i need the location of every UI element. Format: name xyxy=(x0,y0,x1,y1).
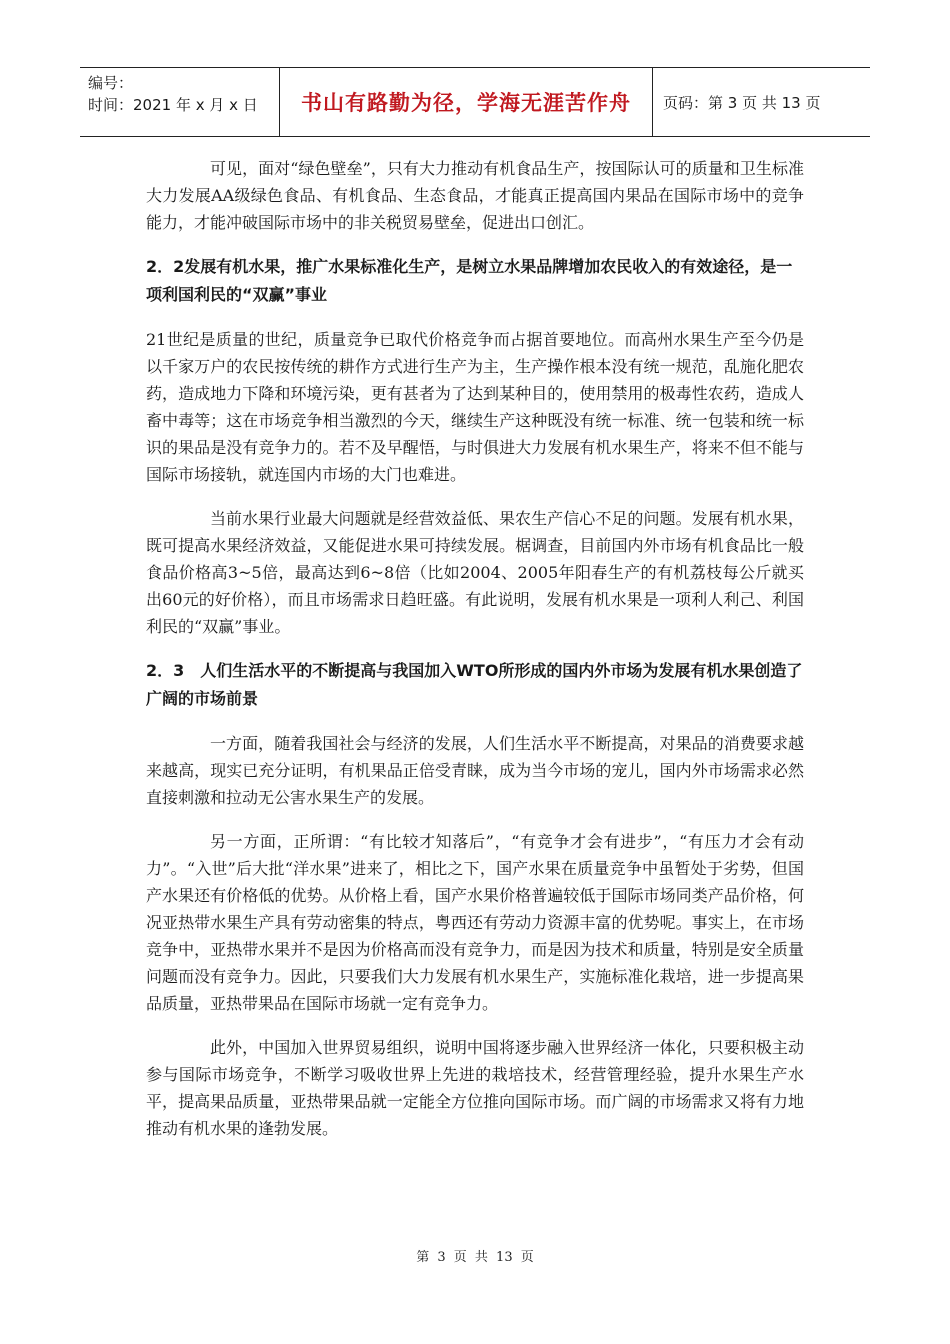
document-body xyxy=(146,155,804,1159)
paragraph-5: 另一方面，正所谓：“有比较才知落后”，“有竞争才会有进步”，“有压力才会有动力”。“入世”后大批“洋水果”进来了，相比之下，国产水果在质量竞争中虽暂处于劣势，但国产水果还有价格低的优势。从价格上看，国产水果价格普遍较低于国际市场同类产品价格，何况亚热带水果生产具有劳动密集的特点，粤西还有劳动力资源丰富的优势呢。事实上，在市场竞争中，亚热带水果并不是因为价格高而没有竞争力，而是因为技术和质量，特别是安全质量问题而没有竞争力。因此，只要我们大力发展有机水果生产，实施标准化栽培，进一步提高果品质量，亚热带果品在国际市场就一定有竞争力。 xyxy=(146,832,804,1013)
paragraph-2: 21世纪是质量的世纪，质量竞争已取代价格竞争而占据首要地位。而高州水果生产至今仍是以千家万户的农民按传统的耕作方式进行生产为主，生产操作根本没有统一规范，乱施化肥农药，造成地力下降和环境污染，更有甚者为了达到某种目的，使用禁用的极毒性农药，造成人畜中毒等；这在市场竞争相当激烈的今天，继续生产这种既没有统一标准、统一包装和统一标识的果品是没有竞争力的。若不及早醒悟，与时俱进大力发展有机水果生产，将来不但不能与国际市场接轨，就连国内市场的大门也难进。 xyxy=(146,330,804,484)
page-header xyxy=(80,67,870,137)
header-motto: 书山有路勤为径，学海无涯苦作舟 xyxy=(280,68,653,136)
paragraph-1: 可见，面对“绿色壁垒”，只有大力推动有机食品生产，按国际认可的质量和卫生标准大力发展AA级绿色食品、有机食品、生态食品，才能真正提高国内果品在国际市场中的竞争能力，才能冲破国际市场中的非关税贸易壁垒，促进出口创汇。 xyxy=(146,159,804,232)
section-heading-2-3: 2．3 人们生活水平的不断提高与我国加入WTO所形成的国内外市场为发展有机水果创造了广阔的市场前景 xyxy=(146,661,803,708)
header-meta xyxy=(80,68,280,136)
header-page-info: 页码：第 3 页 共 13 页 xyxy=(663,93,821,112)
date-label: 时间：2021 年 x 月 x 日 xyxy=(88,96,258,114)
paragraph-4: 一方面，随着我国社会与经济的发展，人们生活水平不断提高，对果品的消费要求越来越高，现实已充分证明，有机果品正倍受青睐，成为当今市场的宠儿，国内外市场需求必然直接刺激和拉动无公害水果生产的发展。 xyxy=(146,734,804,807)
paragraph-3: 当前水果行业最大问题就是经营效益低、果农生产信心不足的问题。发展有机水果，既可提高水果经济效益，又能促进水果可持续发展。椐调查，目前国内外市场有机食品比一般食品价格高3~5倍，最高达到6~8倍（比如2004、2005年阳春生产的有机荔枝每公斤就买出60元的好价格），而且市场需求日趋旺盛。有此说明，发展有机水果是一项利人利己、利国利民的“双赢”事业。 xyxy=(146,509,804,636)
paragraph-6: 此外，中国加入世界贸易组织，说明中国将逐步融入世界经济一体化，只要积极主动参与国际市场竞争，不断学习吸收世界上先进的栽培技术，经营管理经验，提升水果生产水平，提高果品质量，亚热带果品就一定能全方位推向国际市场。而广阔的市场需求又将有力地推动有机水果的逢勃发展。 xyxy=(146,1038,804,1138)
page-footer: 第 3 页 共 13 页 xyxy=(416,1250,534,1265)
code-label: 编号： xyxy=(88,74,134,92)
section-heading-2-2: 2．2发展有机水果，推广水果标准化生产，是树立水果品牌增加农民收入的有效途径，是一项利国利民的“双赢”事业 xyxy=(146,257,793,304)
